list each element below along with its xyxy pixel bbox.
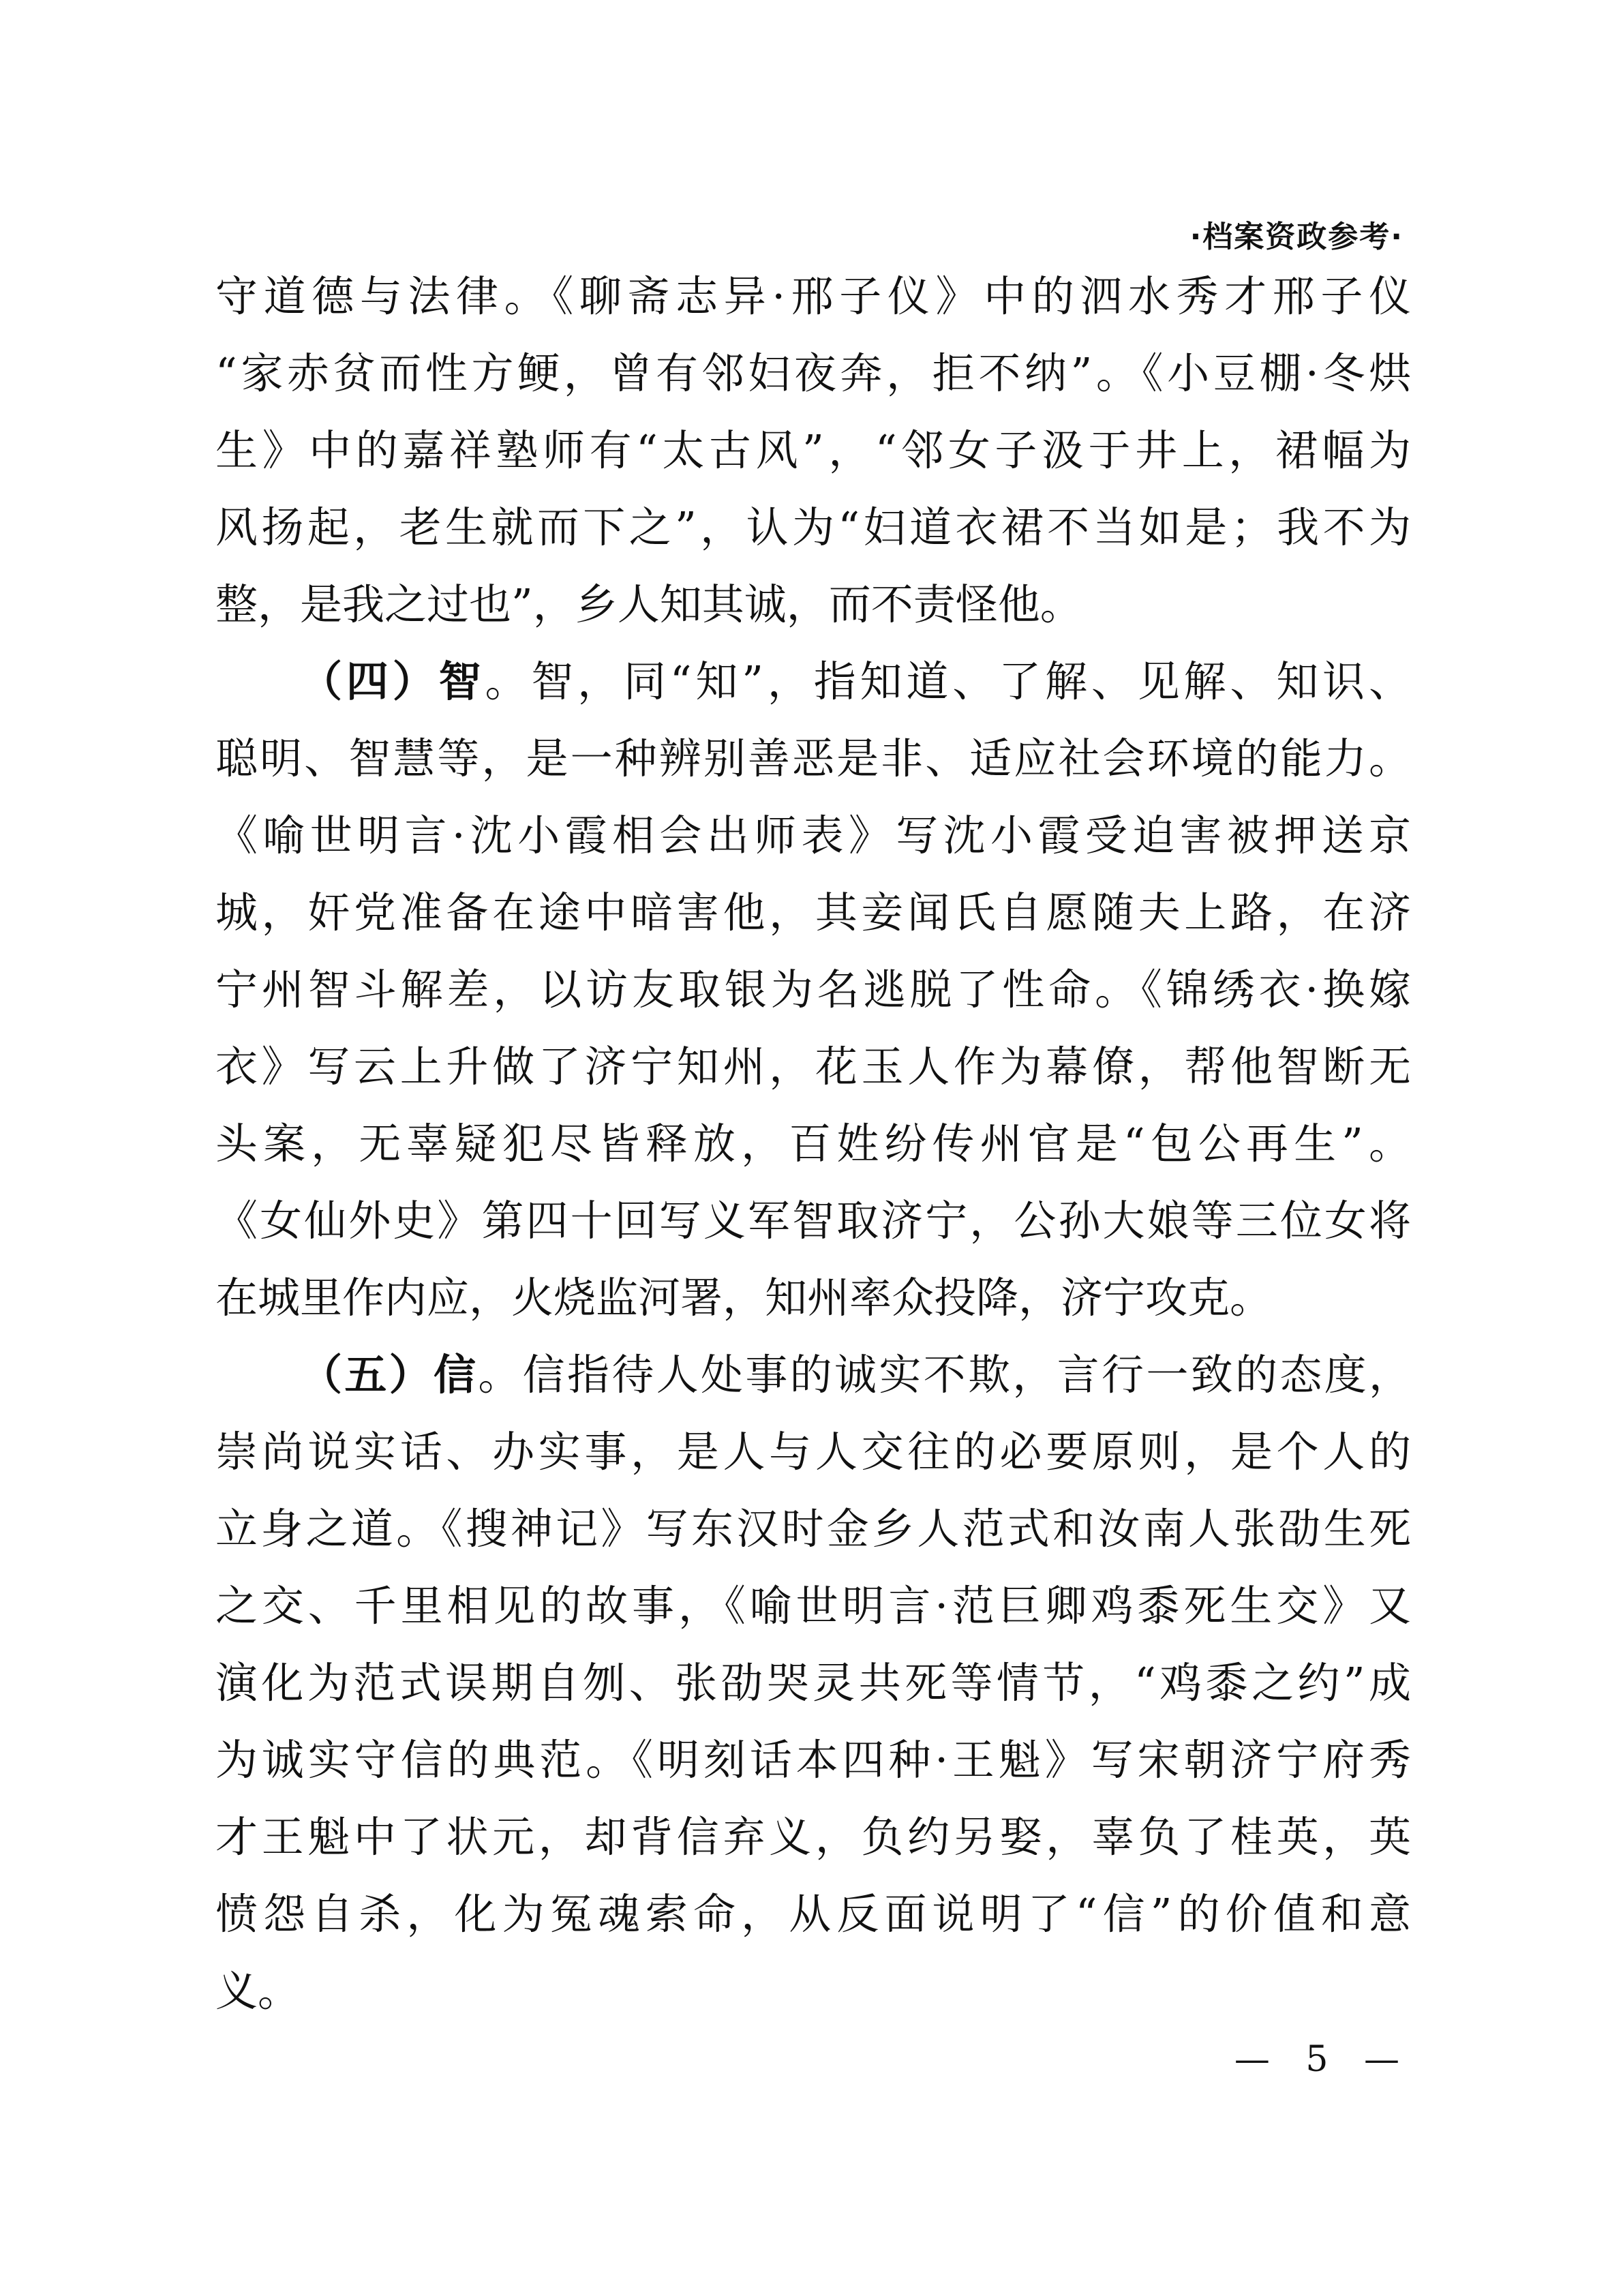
- section-five-first-line: [215, 1336, 1411, 1413]
- text-line: 生》中的嘉祥塾师有“太古风”，“邻女子汲于井上，裙幅为: [215, 425, 1411, 475]
- text-line: 演化为范式误期自刎、张劭哭灵共死等情节，“鸡黍之约”成: [215, 1658, 1411, 1708]
- section-five-heading: （五）信: [300, 1350, 479, 1400]
- text-line: 义。: [215, 1966, 301, 2016]
- section-four-first-line: [215, 643, 1411, 720]
- text-line: 城，奸党准备在途中暗害他，其妾闻氏自愿随夫上路，在济: [215, 888, 1411, 937]
- text-line: 宁州智斗解差，以访友取银为名逃脱了性命。《锦绣衣·换嫁: [215, 965, 1411, 1014]
- text-line: 《女仙外史》第四十回写义军智取济宁，公孙大娘等三位女将: [215, 1196, 1411, 1245]
- text-line: “家赤贫而性方鲠，曾有邻妇夜奔，拒不纳”。《小豆棚·冬烘: [215, 348, 1411, 398]
- text-line: 风扬起，老生就而下之”，认为“妇道衣裙不当如是；我不为: [215, 502, 1411, 552]
- text-line: 为诚实守信的典范。《明刻话本四种·王魁》写宋朝济宁府秀: [215, 1735, 1411, 1785]
- text-line: 头案，无辜疑犯尽皆释放，百姓纷传州官是“包公再生”。: [215, 1119, 1411, 1168]
- text-line: 聪明、智慧等，是一种辨别善恶是非、适应社会环境的能力。: [215, 734, 1411, 783]
- text-line: 在城里作内应，火烧监河署，知州率众投降，济宁攻克。: [215, 1273, 1273, 1323]
- text-line: 愤怨自杀，化为冤魂索命，从反面说明了“信”的价值和意: [215, 1889, 1411, 1939]
- text-line: 之交、千里相见的故事，《喻世明言·范巨卿鸡黍死生交》又: [215, 1581, 1411, 1631]
- page-number: — 5 —: [1234, 2039, 1412, 2080]
- text-run: 。信指待人处事的诚实不欺，言行一致的态度，: [478, 1350, 1411, 1400]
- text-run: 。智，同“知”，指知道、了解、见解、知识、: [485, 656, 1411, 706]
- running-header: ·档案资政参考·: [1189, 220, 1404, 254]
- section-four-heading: （四）智: [300, 656, 485, 706]
- text-line: 才王魁中了状元，却背信弃义，负约另娶，辜负了桂英，英: [215, 1812, 1411, 1862]
- body-text: [215, 258, 1411, 2029]
- text-line: 《喻世明言·沈小霞相会出师表》写沈小霞受迫害被押送京: [215, 811, 1411, 860]
- text-line: 立身之道。《搜神记》写东汉时金乡人范式和汝南人张劭生死: [215, 1504, 1411, 1554]
- text-line: 整，是我之过也”，乡人知其诚，而不责怪他。: [215, 579, 1082, 629]
- text-line: 崇尚说实话、办实事，是人与人交往的必要原则，是个人的: [215, 1427, 1411, 1477]
- text-line: 守道德与法律。《聊斋志异·邢子仪》中的泗水秀才邢子仪: [215, 271, 1411, 321]
- text-line: 衣》写云上升做了济宁知州，花玉人作为幕僚，帮他智断无: [215, 1042, 1411, 1091]
